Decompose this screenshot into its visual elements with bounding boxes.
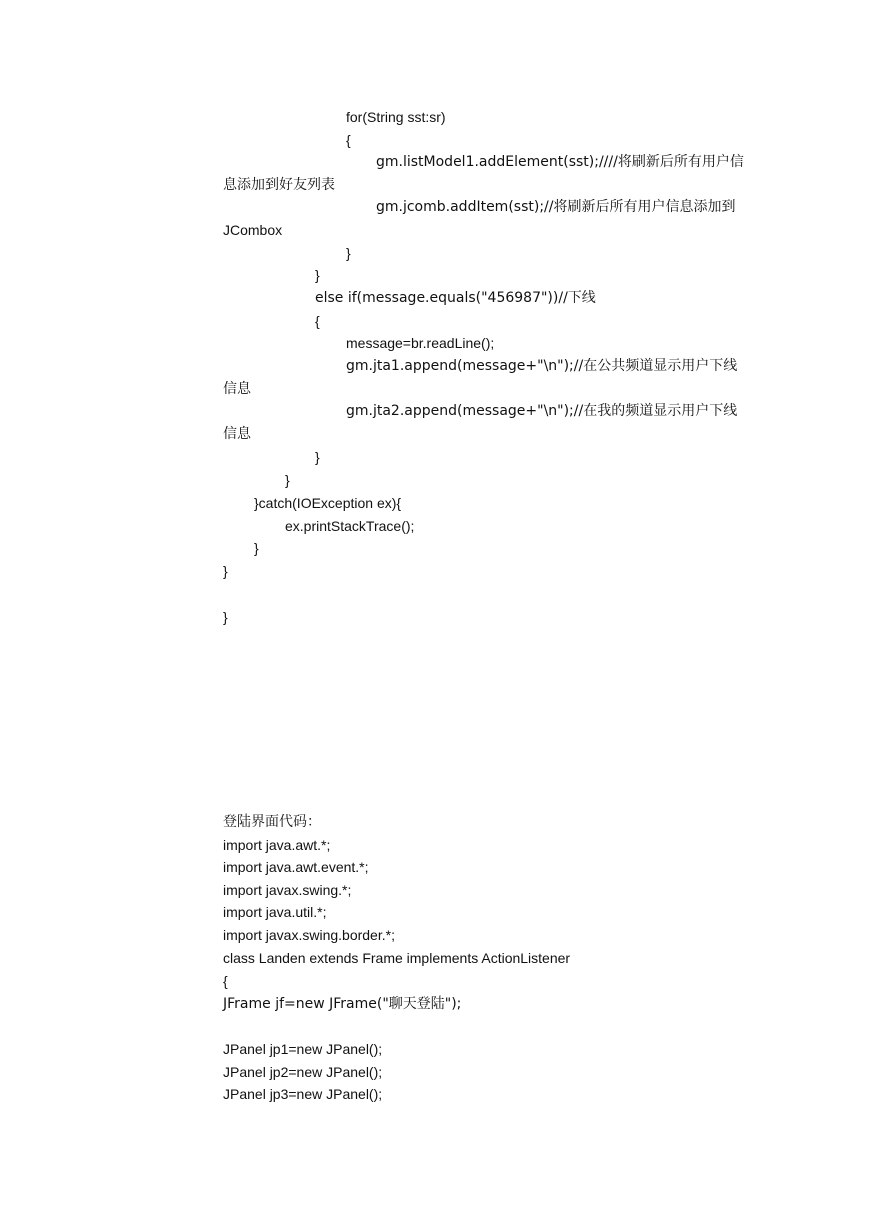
code-line: gm.jta1.append(message+"\n");//在公共频道显示用户下线 (346, 358, 738, 374)
code-line: 息添加到好友列表 (223, 177, 335, 193)
code-line: } (223, 563, 228, 579)
code-line: { (346, 132, 351, 148)
code-line: import java.awt.*; (223, 837, 331, 853)
code-line: } (315, 267, 320, 283)
code-line: 信息 (223, 426, 251, 442)
code-line: } (346, 245, 351, 261)
code-line: { (223, 973, 228, 989)
code-line: import java.awt.event.*; (223, 859, 369, 875)
code-line: JPanel jp1=new JPanel(); (223, 1041, 383, 1057)
code-line: JCombox (223, 222, 283, 238)
code-line: } (315, 449, 320, 465)
code-line: JFrame jf=new JFrame("聊天登陆"); (223, 996, 462, 1012)
code-line: } (285, 472, 290, 488)
code-line: gm.jta2.append(message+"\n");//在我的频道显示用户下线 (346, 403, 738, 419)
code-line: else if(message.equals("456987"))//下线 (315, 290, 596, 306)
code-line: }catch(IOException ex){ (254, 495, 402, 511)
code-line: JPanel jp3=new JPanel(); (223, 1086, 383, 1102)
code-line: JPanel jp2=new JPanel(); (223, 1064, 383, 1080)
code-line: class Landen extends Frame implements ActionListener (223, 950, 571, 966)
code-line: ex.printStackTrace(); (285, 518, 415, 534)
code-line: import java.util.*; (223, 904, 327, 920)
code-line: message=br.readLine(); (346, 335, 495, 351)
code-line: gm.jcomb.addItem(sst);//将刷新后所有用户信息添加到 (376, 199, 736, 215)
code-line: 信息 (223, 381, 251, 397)
code-line: } (254, 540, 259, 556)
code-line: { (315, 313, 320, 329)
code-line: } (223, 609, 228, 625)
code-line: import javax.swing.border.*; (223, 927, 395, 943)
code-line: import javax.swing.*; (223, 882, 352, 898)
section-title: 登陆界面代码： (223, 814, 321, 830)
code-line: gm.listModel1.addElement(sst);////将刷新后所有用户信 (376, 154, 744, 170)
code-line: for(String sst:sr) (346, 109, 446, 125)
